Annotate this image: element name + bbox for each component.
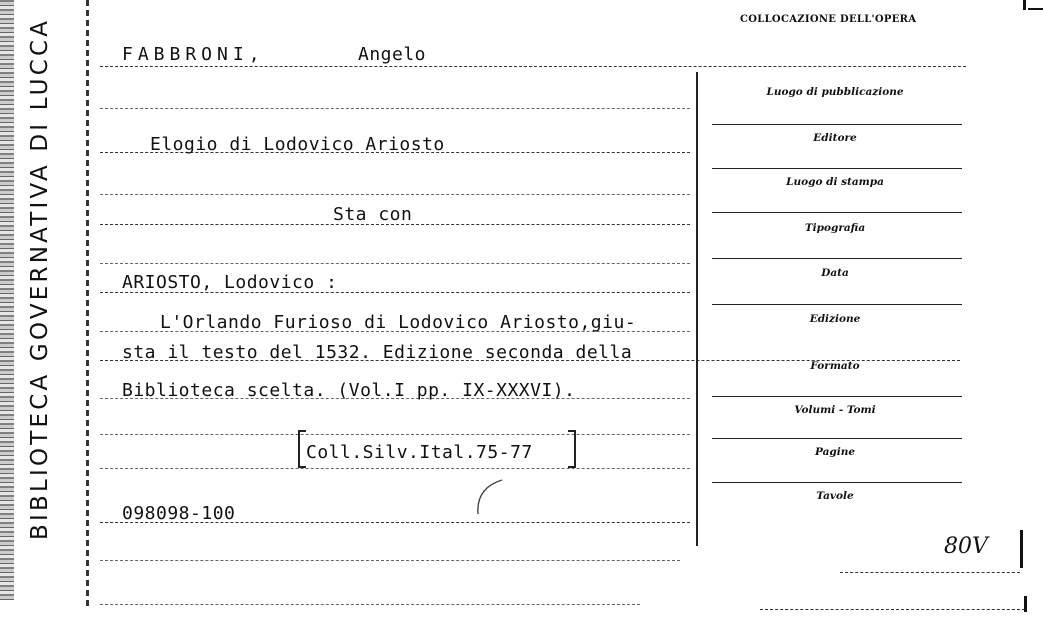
right-edge-mark	[1020, 530, 1023, 568]
box-field-rule	[712, 396, 962, 397]
box-field-rule	[712, 258, 962, 259]
rule-line	[100, 560, 680, 561]
box-field-rule	[712, 482, 962, 483]
library-side-label: BIBLIOTECA GOVERNATIVA DI LUCCA	[27, 17, 53, 540]
collocation-bracket-left	[298, 430, 306, 468]
author-surname: FABBRONI,	[122, 44, 265, 65]
box-field-edizione: Edizione	[809, 313, 861, 325]
box-field-rule	[712, 304, 962, 305]
collocation-bracket-right	[568, 430, 576, 468]
box-field-volumi-tomi: Volumi - Tomi	[794, 404, 876, 416]
related-line-2: sta il testo del 1532. Edizione seconda della	[122, 342, 633, 363]
box-field-pagine: Pagine	[814, 446, 856, 458]
top-right-mark	[1023, 0, 1026, 10]
card-edge-band	[0, 0, 14, 600]
box-field-tipografia: Tipografia	[804, 222, 866, 234]
box-field-luogo-stampa: Luogo di stampa	[786, 176, 884, 188]
sta-con-label: Sta con	[333, 204, 413, 225]
rule-line	[100, 263, 690, 264]
rule-line	[100, 66, 966, 67]
box-field-rule	[712, 124, 962, 125]
rule-line	[100, 604, 640, 605]
bottom-right-corner	[1024, 596, 1027, 612]
handwritten-note: 80V	[944, 534, 988, 559]
box-field-rule	[712, 438, 962, 439]
card-margin-line	[86, 0, 89, 610]
title-text: Elogio di Lodovico Ariosto	[150, 134, 445, 155]
rule-line	[760, 609, 1025, 610]
box-field-editore: Editore	[813, 132, 857, 144]
collocation-text: Coll.Silv.Ital.75-77	[306, 442, 533, 463]
rule-line	[100, 194, 690, 195]
related-author: ARIOSTO, Lodovico :	[122, 272, 338, 293]
box-field-formato: Formato	[810, 360, 860, 372]
rule-line	[100, 434, 690, 435]
related-line-3: Biblioteca scelta. (Vol.I pp. IX-XXXVI).	[122, 380, 576, 401]
inventory-number: 098098-100	[122, 503, 236, 524]
author-name: Angelo	[358, 44, 427, 65]
rule-line	[100, 108, 690, 109]
box-field-rule	[712, 212, 962, 213]
box-field-rule	[712, 168, 962, 169]
box-field-luogo-pubblicazione: Luogo di pubblicazione	[766, 86, 904, 98]
box-field-data: Data	[821, 267, 849, 279]
pencil-arc	[468, 478, 508, 518]
box-field-tavole: Tavole	[816, 490, 854, 502]
related-line-1: L'Orlando Furioso di Lodovico Ariosto,giu-	[160, 312, 637, 333]
rule-line	[840, 572, 1020, 573]
rule-line	[100, 468, 690, 469]
box-header: COLLOCAZIONE DELL'OPERA	[740, 14, 917, 25]
top-right-dash	[1028, 8, 1043, 10]
